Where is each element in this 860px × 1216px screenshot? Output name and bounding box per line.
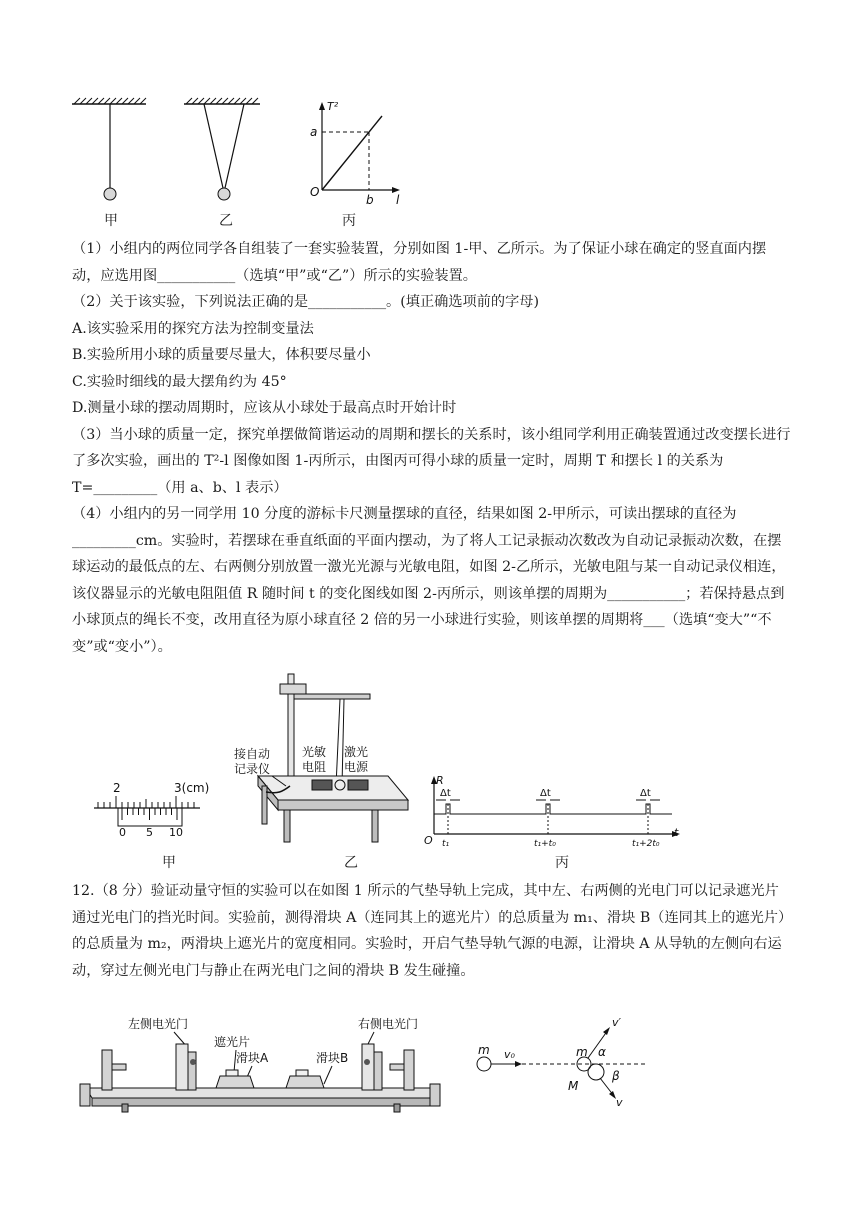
fig2-label-yi: 乙 [344,855,358,871]
air-track-figure [76,1014,446,1114]
right-gate-label: 右侧电光门 [358,1017,419,1031]
collision-v: v [616,1096,623,1109]
collision-v0: v₀ [504,1048,515,1061]
fig1-label-bing: 丙 [342,213,356,229]
pendulum-jia [72,98,146,200]
left-gate-label: 左侧电光门 [128,1017,189,1031]
question-2-stem: （2）关于该实验，下列说法正确的是___________。(填正确选项前的字母) [72,294,540,310]
rt-origin: O [424,834,433,847]
vernier-mark-0: 0 [119,826,126,839]
fig2-label-jia: 甲 [162,855,176,871]
label-laser-1: 激光 [344,745,369,759]
fig2-label-bing: 丙 [555,855,569,871]
graph-a-label: a [310,125,318,139]
slider-a-label: 滑块A [236,1051,269,1065]
question-1: （1）小组内的两位同学各自组装了一套实验装置，分别如图 1-甲、乙所示。为了保证小球在确定的竖直面内摆动，应选用图___________（选填“甲”或“乙”）所示的实验装置。 [72,241,767,284]
rt-y-label: R [436,774,444,787]
question-12: 12.（8 分）验证动量守恒的实验可以在如图 1 所示的气垫导轨上完成，其中左、右两侧的光电门可以记录遮光片通过光电门的挡光时间。实验前，测得滑块 A（连同其上的遮光片）的总质量为 m₁、滑块 B（连同其上的遮光片）的总质量为 m₂，两滑块上遮光片的宽度相同。实验时，开启气垫导轨气源的电源，让滑块 A 从导轨的左侧向右运动，穿过左侧光电门与静止在两光电门之间的滑块 B 发生碰撞。 [72,883,786,979]
rt-tick-t1-2t0: t₁+2t₀ [632,839,660,849]
vernier-mark-10: 10 [169,826,183,839]
rt-tick-t1-t0: t₁+t₀ [534,839,556,849]
collision-alpha: α [598,1045,606,1059]
collision-M: M [568,1079,579,1093]
rt-dt-3: Δt [640,788,651,799]
collision-m-right: m [576,1045,588,1059]
question-4: （4）小组内的另一同学用 10 分度的游标卡尺测量摆球的直径，结果如图 2-甲所示，可读出摆球的直径为_________cm。实验时，若摆球在垂直纸面的平面内摆动，为了将人工记录振动次数改为自动记录振动次数，在摆球运动的最低点的左、右两侧分别放置一激光光源与光敏电阻，如图 2-乙所示，光敏电阻与某一自动记录仪相连，该仪器显示的光敏电阻阻值 R 随时间 t 的变化图线如图 2-丙所示，则该单摆的周期为___________；若保持悬点到小球顶点的绳长不变，改用直径为原小球直径 2 倍的另一小球进行实验，则该单摆的周期将___（选填“变大”“不变”或“变小”）。 [72,506,786,655]
fig1-label-jia: 甲 [104,213,118,229]
pendulum-yi [184,98,260,200]
graph-origin: O [310,185,320,199]
rt-x-label: t [674,826,679,839]
vernier-caliper [92,776,210,846]
figure-1 [60,90,420,230]
label-laser-2: 电源 [344,760,369,774]
r-t-graph [420,770,690,850]
question-3: （3）当小球的质量一定，探究单摆做简谐运动的周期和摆长的关系时，该小组同学利用正确装置通过改变摆长进行了多次实验，画出的 T²-l 图像如图 1-丙所示，由图丙可得小球的质量一定时，周期 T 和摆长 l 的关系为 T=_________（用 a、b、l 表示） [72,426,791,496]
label-resistor-2: 电阻 [302,760,327,774]
collision-v-prime: v′ [612,1016,622,1029]
question-2-option-a: A.该实验采用的探究方法为控制变量法 [72,320,314,337]
graph-x-label: l [396,193,400,207]
laser-apparatus [230,668,410,850]
graph-y-label: T² [327,100,339,113]
rt-dt-1: Δt [440,788,451,799]
label-resistor-1: 光敏 [302,745,327,759]
collision-diagram [472,1014,652,1114]
label-recorder-1: 接自动 [234,747,271,761]
vernier-mark-5: 5 [146,826,153,839]
caliper-mark-2: 2 [113,781,121,795]
question-2-option-b: B.实验所用小球的质量要尽量大，体积要尽量小 [72,347,371,363]
question-2-option-d: D.测量小球的摆动周期时，应该从小球处于最高点时开始计时 [72,400,457,416]
questions-block [72,236,792,660]
fig1-label-yi: 乙 [219,213,233,229]
shade-label: 遮光片 [214,1035,251,1049]
slider-b-label: 滑块B [316,1051,349,1065]
question-2-option-c: C.实验时细线的最大摆角约为 45° [72,373,287,390]
graph-b-label: b [366,193,374,207]
rt-tick-t1: t₁ [442,839,450,849]
rt-dt-2: Δt [540,788,551,799]
collision-beta: β [612,1069,620,1083]
t2-l-graph [310,100,400,207]
label-recorder-2: 记录仪 [234,762,271,776]
caliper-mark-3: 3(cm) [174,781,210,795]
collision-m-left: m [478,1043,490,1057]
